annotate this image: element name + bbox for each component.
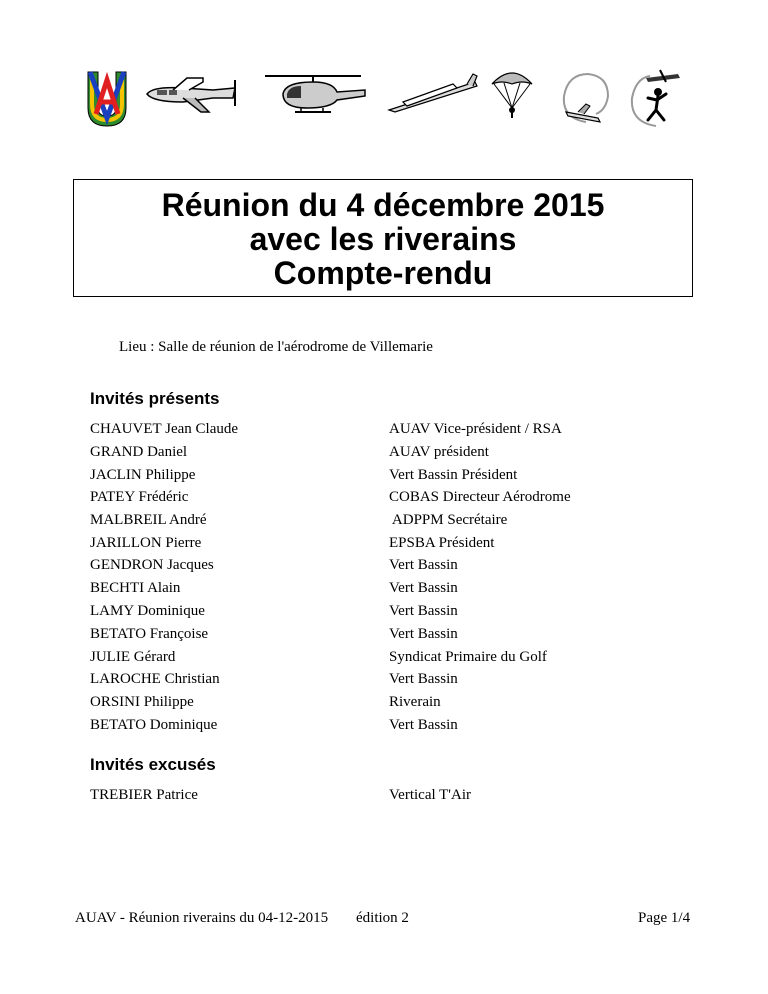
excused-row	[90, 787, 650, 807]
document-title-box	[73, 179, 693, 297]
attendee-role: COBAS Directeur Aérodrome	[389, 489, 571, 505]
attendee-name: BETATO Françoise	[90, 626, 209, 642]
footer-document-name: AUAV - Réunion riverains du 04-12-2015	[75, 910, 329, 926]
attendee-name: PATEY Frédéric	[90, 489, 189, 505]
title-line-2: avec les riverains	[249, 221, 517, 257]
section-heading-excuses: Invités excusés	[90, 755, 216, 774]
footer-page-number: Page 1/4	[638, 910, 691, 926]
attendee-role: Vert Bassin	[389, 717, 458, 733]
attendee-role: AUAV président	[389, 444, 489, 460]
helicopter-icon	[261, 68, 371, 118]
attendee-row	[90, 467, 650, 487]
airplane-icon	[143, 68, 243, 118]
parachute-icon	[490, 68, 534, 120]
excused-role: Vertical T'Air	[389, 787, 471, 803]
aerobatic-loop-icon	[556, 68, 616, 128]
attendee-name: BECHTI Alain	[90, 580, 181, 596]
attendee-name: LAROCHE Christian	[90, 671, 220, 687]
attendee-role: Vert Bassin	[389, 580, 458, 596]
excused-name: TREBIER Patrice	[90, 787, 198, 803]
attendee-role: Vert Bassin Président	[389, 467, 518, 483]
attendee-name: LAMY Dominique	[90, 603, 205, 619]
attendee-role: EPSBA Président	[389, 535, 495, 551]
attendee-row	[90, 626, 650, 646]
attendee-row	[90, 603, 650, 623]
attendee-role: ADPPM Secrétaire	[389, 512, 508, 528]
section-heading-presents: Invités présents	[90, 389, 220, 408]
attendee-row	[90, 512, 650, 532]
glider-icon	[383, 68, 483, 118]
attendee-name: CHAUVET Jean Claude	[90, 421, 239, 437]
attendee-name: JULIE Gérard	[90, 649, 176, 665]
attendee-name: JACLIN Philippe	[90, 467, 196, 483]
attendee-row	[90, 649, 650, 669]
attendee-role: Vert Bassin	[389, 626, 458, 642]
attendee-role: Vert Bassin	[389, 671, 458, 687]
attendee-role: AUAV Vice-président / RSA	[389, 421, 562, 437]
header-pictograms	[78, 68, 690, 132]
attendee-name: BETATO Dominique	[90, 717, 218, 733]
attendee-role: Syndicat Primaire du Golf	[389, 649, 547, 665]
attendee-row	[90, 557, 650, 577]
attendee-role: Riverain	[389, 694, 441, 710]
attendee-row	[90, 444, 650, 464]
attendee-row	[90, 580, 650, 600]
model-aircraft-icon	[626, 68, 686, 128]
attendee-row	[90, 535, 650, 555]
title-line-3: Compte-rendu	[273, 255, 493, 291]
attendee-role: Vert Bassin	[389, 557, 458, 573]
attendee-name: ORSINI Philippe	[90, 694, 194, 710]
auav-logo	[82, 68, 132, 130]
attendee-name: JARILLON Pierre	[90, 535, 202, 551]
attendee-row	[90, 421, 650, 441]
attendee-row	[90, 717, 650, 737]
attendee-row	[90, 489, 650, 509]
attendee-row	[90, 694, 650, 714]
attendee-name: GENDRON Jacques	[90, 557, 214, 573]
attendee-row	[90, 671, 650, 691]
meeting-location: Lieu : Salle de réunion de l'aérodrome de Villemarie	[119, 339, 433, 355]
attendee-name: GRAND Daniel	[90, 444, 188, 460]
footer-edition: édition 2	[356, 910, 409, 926]
title-line-1: Réunion du 4 décembre 2015	[161, 187, 605, 223]
attendee-role: Vert Bassin	[389, 603, 458, 619]
attendee-name: MALBREIL André	[90, 512, 207, 528]
